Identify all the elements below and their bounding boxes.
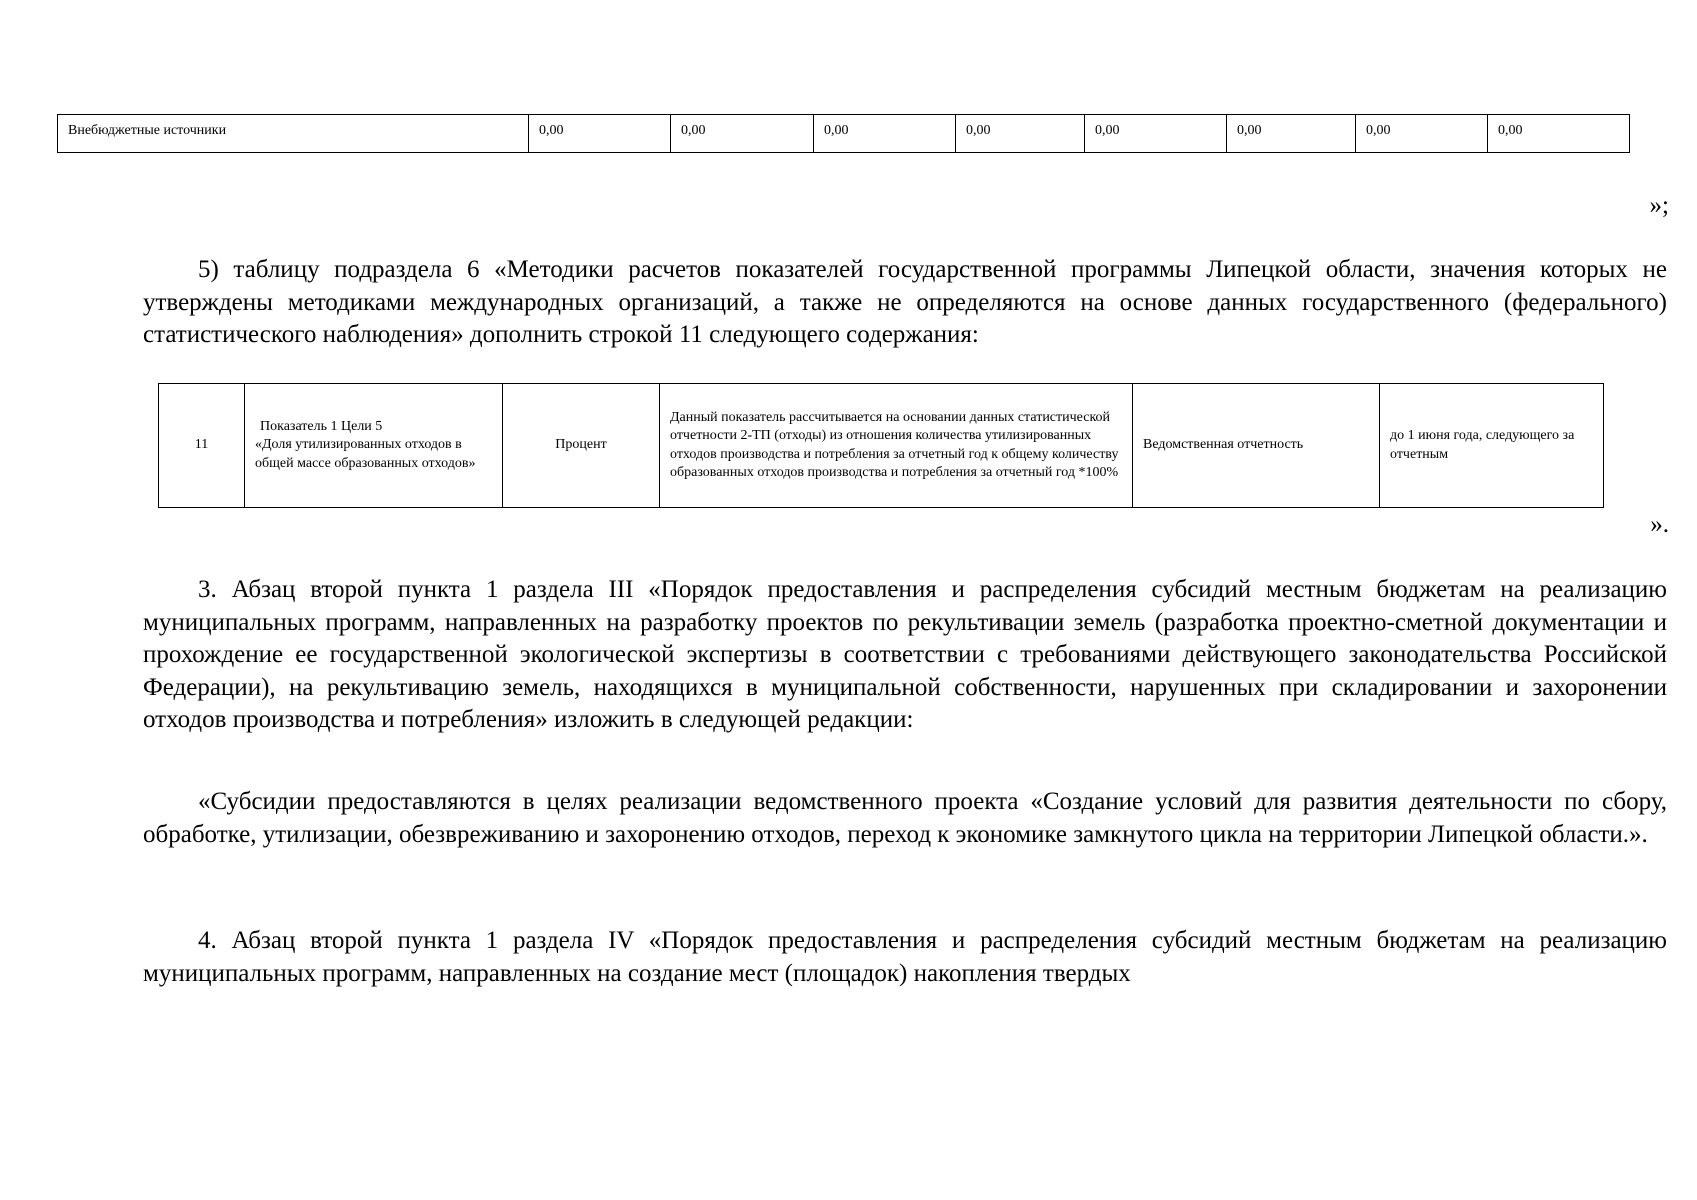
deadline-cell: до 1 июня года, следующего за отчетным (1380, 384, 1604, 508)
funding-row (58, 115, 1630, 153)
unit-cell: Процент (503, 384, 660, 508)
funding-value-cell: 0,00 (956, 115, 1085, 153)
funding-value-cell: 0,00 (814, 115, 956, 153)
source-cell: Ведомственная отчетность (1133, 384, 1380, 508)
methodology-row (159, 384, 1604, 508)
subsidy-paragraph: «Субсидии предоставляются в целях реализации ведомственного проекта «Создание условий для развития деятельности по сбору, обработке, утилизации, обезвреживанию и захоронению отходов, переход к экономике замкнутого цикла на территории Липецкой области.». (143, 788, 1667, 848)
indicator-cell (245, 384, 503, 508)
funding-table (57, 114, 1630, 153)
closing-quote-2: ». (1650, 511, 1669, 538)
funding-value-cell: 0,00 (1227, 115, 1356, 153)
closing-quote-1: »; (1649, 192, 1669, 219)
method-cell: Данный показатель рассчитывается на основании данных статистической отчетности 2-ТП (отходы) из отношения количества утилизированных отходов производства и потребления за отчетный год к общему количеству образованных отходов производства и потребления за отчетный год *100% (660, 384, 1133, 508)
funding-value-cell: 0,00 (671, 115, 814, 153)
funding-value-cell: 0,00 (1488, 115, 1630, 153)
funding-value-cell: 0,00 (529, 115, 671, 153)
indicator-title: Показатель 1 Цели 5 (260, 418, 383, 434)
row-number-cell: 11 (159, 384, 245, 508)
funding-value-cell: 0,00 (1356, 115, 1488, 153)
indicator-description: «Доля утилизированных отходов в общей массе образованных отходов» (255, 437, 476, 471)
methodology-table (158, 383, 1604, 508)
funding-value-cell: 0,00 (1085, 115, 1227, 153)
item-5-paragraph: 5) таблицу подраздела 6 «Методики расчетов показателей государственной программы Липецкой области, значения которых не утверждены методиками международных организаций, а также не определяются на основе данных государственного (федерального) статистического наблюдения» дополнить строкой 11 следующего содержания: (143, 256, 1667, 348)
item-3-paragraph: 3. Абзац второй пункта 1 раздела III «Порядок предоставления и распределения субсидий местным бюджетам на реализацию муниципальных программ, направленных на разработку проектов по рекультивации земель (разработка проектно-сметной документации и прохождение ее государственной экологической экспертизы в соответствии с требованиями действующего законодательства Российской Федерации), на рекультивацию земель, находящихся в муниципальной собственности, нарушенных при складировании и захоронении отходов производства и потребления» изложить в следующей редакции: (143, 576, 1667, 733)
funding-row-label: Внебюджетные источники (58, 115, 529, 153)
item-4-paragraph: 4. Абзац второй пункта 1 раздела IV «Порядок предоставления и распределения субсидий местным бюджетам на реализацию муниципальных программ, направленных на создание мест (площадок) накопления твердых (143, 927, 1667, 987)
